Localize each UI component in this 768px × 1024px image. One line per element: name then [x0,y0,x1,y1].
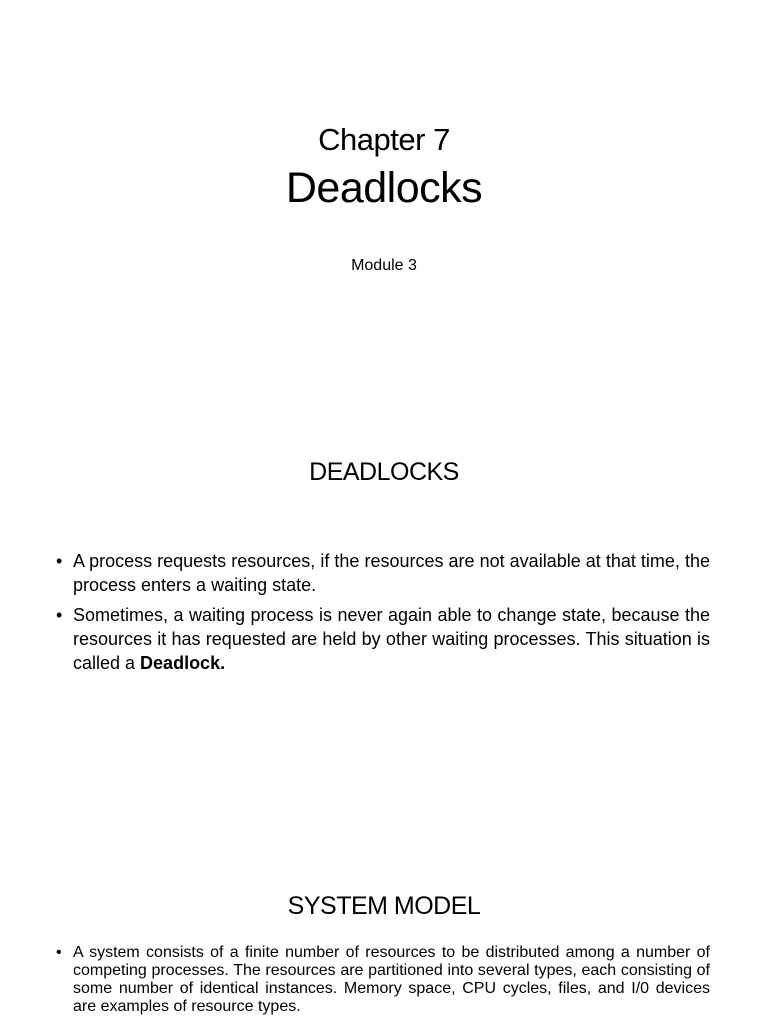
module-label: Module 3 [351,257,417,274]
title-slide [0,0,768,420]
system-model-heading: SYSTEM MODEL [287,892,481,920]
bold-term: Deadlock. [140,653,226,673]
chapter-title: Deadlocks [285,164,483,212]
deadlocks-heading: DEADLOCKS [309,458,459,486]
bullet-text: Sometimes, a waiting process is never again able to change state, because the resources it has requested are held by other waiting processes. This situation is called a [73,605,710,673]
list-item [56,549,710,597]
list-item [56,944,710,1016]
bullet-icon: • [56,551,63,571]
bullet-text: A process requests resources, if the resources are not available at that time, the process enters a waiting state. [73,551,710,595]
system-model-bullet-list [56,944,710,1018]
chapter-number: Chapter 7 [318,122,450,157]
list-item [56,603,710,675]
deadlocks-bullet-list [56,549,710,681]
bullet-icon: • [56,944,62,961]
bullet-icon: • [56,605,63,625]
bullet-text: A system consists of a finite number of resources to be distributed among a number of competing processes. The resources are partitioned into several types, each consisting of some number of identical instances. Memory space, CPU cycles, files, and I/0 devices are examples of resource types. [73,944,710,1015]
